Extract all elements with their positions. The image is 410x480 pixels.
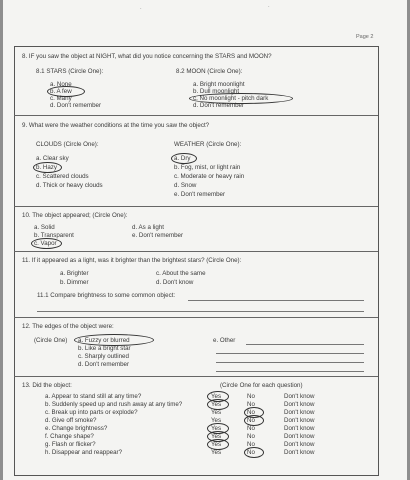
answer-circle bbox=[33, 162, 62, 173]
yes-option[interactable]: Yes bbox=[211, 393, 222, 400]
answer-line[interactable] bbox=[216, 371, 364, 372]
q12-option[interactable]: c. Sharply outlined bbox=[78, 353, 129, 360]
q8-moon-label: 8.2 MOON (Circle One): bbox=[176, 68, 243, 75]
q13-header: (Circle One for each question) bbox=[220, 382, 303, 389]
no-option[interactable]: No bbox=[247, 393, 255, 400]
dont-know-option[interactable]: Don't know bbox=[284, 449, 315, 456]
q10-option[interactable]: c. Vapor bbox=[34, 240, 57, 247]
q9-weather-option[interactable]: b. Fog, mist, or light rain bbox=[174, 164, 241, 171]
answer-circle bbox=[171, 153, 197, 164]
answer-circle bbox=[47, 86, 85, 97]
scan-speck: · bbox=[140, 6, 142, 12]
answer-circle bbox=[207, 399, 229, 410]
no-option[interactable]: No bbox=[247, 433, 255, 440]
scan-speck: · bbox=[268, 4, 270, 10]
q11-option[interactable]: d. Don't know bbox=[156, 279, 194, 286]
no-option[interactable]: No bbox=[247, 401, 255, 408]
q10-option[interactable]: d. As a light bbox=[132, 224, 164, 231]
q12-option[interactable]: d. Don't remember bbox=[78, 361, 130, 368]
dont-know-option[interactable]: Don't know bbox=[284, 433, 315, 440]
q9-weather-option[interactable]: e. Don't remember bbox=[174, 191, 226, 198]
q8-title: 8. IF you saw the object at NIGHT, what did you notice concerning the STARS and MOON? bbox=[22, 53, 272, 60]
section-divider bbox=[14, 206, 378, 207]
answer-line[interactable] bbox=[188, 300, 364, 301]
q13-question: g. Flash or flicker? bbox=[45, 441, 96, 448]
q13-question: h. Disappear and reappear? bbox=[45, 449, 123, 456]
no-option[interactable]: No bbox=[247, 425, 255, 432]
answer-circle bbox=[207, 439, 229, 450]
q9-clouds-option[interactable]: b. Hazy bbox=[36, 164, 57, 171]
section-divider bbox=[14, 376, 378, 377]
q9-clouds-option[interactable]: d. Thick or heavy clouds bbox=[36, 182, 103, 189]
yes-option[interactable]: Yes bbox=[211, 401, 222, 408]
q10-option[interactable]: e. Don't remember bbox=[132, 232, 184, 239]
no-option[interactable]: No bbox=[247, 409, 255, 416]
q10-title: 10. The object appeared; (Circle One): bbox=[22, 212, 128, 219]
yes-option[interactable]: Yes bbox=[211, 425, 222, 432]
no-option[interactable]: No bbox=[247, 417, 255, 424]
dont-know-option[interactable]: Don't know bbox=[284, 393, 315, 400]
answer-line[interactable] bbox=[216, 362, 364, 363]
q11-subquestion: 11.1 Compare brightness to some common object: bbox=[37, 292, 176, 299]
no-option[interactable]: No bbox=[247, 449, 255, 456]
q9-clouds-option[interactable]: c. Scattered clouds bbox=[36, 173, 89, 180]
no-option[interactable]: No bbox=[247, 441, 255, 448]
dont-know-option[interactable]: Don't know bbox=[284, 401, 315, 408]
q9-clouds-label: CLOUDS (Circle One): bbox=[36, 141, 99, 148]
q13-question: c. Break up into parts or explode? bbox=[45, 409, 138, 416]
q11-option[interactable]: c. About the same bbox=[156, 270, 206, 277]
answer-circle bbox=[31, 238, 62, 249]
q12-title: 12. The edges of the object were: bbox=[22, 323, 114, 330]
q13-question: b. Suddenly speed up and rush away at any time? bbox=[45, 401, 183, 408]
q13-title: 13. Did the object: bbox=[22, 382, 72, 389]
q10-option[interactable]: b. Transparent bbox=[34, 232, 74, 239]
q12-prefix: (Circle One) bbox=[34, 337, 68, 344]
q13-question: e. Change brightness? bbox=[45, 425, 108, 432]
q8-stars-label: 8.1 STARS (Circle One): bbox=[36, 68, 104, 75]
q13-question: a. Appear to stand still at any time? bbox=[45, 393, 142, 400]
q11-option[interactable]: a. Brighter bbox=[60, 270, 89, 277]
q8-moon-option[interactable]: a. Bright moonlight bbox=[193, 81, 245, 88]
q9-title: 9. What were the weather conditions at the time you saw the object? bbox=[22, 122, 210, 129]
answer-line[interactable] bbox=[37, 311, 364, 312]
section-divider bbox=[14, 317, 378, 318]
q8-stars-option[interactable]: b. A few bbox=[50, 88, 72, 95]
answer-circle bbox=[244, 447, 264, 458]
q13-question: f. Change shape? bbox=[45, 433, 94, 440]
q8-moon-option[interactable]: b. Dull moonlight bbox=[193, 88, 240, 95]
dont-know-option[interactable]: Don't know bbox=[284, 409, 315, 416]
q12-other-option[interactable]: e. Other bbox=[213, 337, 236, 344]
q12-option[interactable]: b. Like a bright star bbox=[78, 345, 131, 352]
q9-weather-option[interactable]: d. Snow bbox=[174, 182, 197, 189]
answer-circle bbox=[244, 415, 264, 426]
q8-moon-option[interactable]: d. Don't remember bbox=[193, 102, 245, 109]
section-divider bbox=[14, 251, 378, 252]
dont-know-option[interactable]: Don't know bbox=[284, 441, 315, 448]
answer-line[interactable] bbox=[246, 344, 364, 345]
answer-circle bbox=[74, 334, 154, 346]
yes-option[interactable]: Yes bbox=[211, 417, 222, 424]
q13-question: d. Give off smoke? bbox=[45, 417, 97, 424]
yes-option[interactable]: Yes bbox=[211, 441, 222, 448]
dont-know-option[interactable]: Don't know bbox=[284, 417, 315, 424]
q8-moon-option[interactable]: c. No moonlight - pitch dark bbox=[193, 95, 269, 102]
q8-stars-option[interactable]: c. Many bbox=[50, 95, 72, 102]
section-divider bbox=[14, 115, 378, 116]
q11-title: 11. If it appeared as a light, was it brighter than the brightest stars? (Circle One): bbox=[22, 257, 242, 264]
q8-stars-option[interactable]: a. None bbox=[50, 81, 72, 88]
page-number: Page 2 bbox=[356, 34, 374, 40]
q10-option[interactable]: a. Solid bbox=[34, 224, 55, 231]
q12-option[interactable]: a. Fuzzy or blurred bbox=[78, 337, 130, 344]
q9-clouds-option[interactable]: a. Clear sky bbox=[36, 155, 69, 162]
answer-circle bbox=[189, 93, 293, 104]
answer-line[interactable] bbox=[216, 353, 364, 354]
yes-option[interactable]: Yes bbox=[211, 409, 222, 416]
q11-option[interactable]: b. Dimmer bbox=[60, 279, 89, 286]
yes-option[interactable]: Yes bbox=[211, 433, 222, 440]
q9-weather-label: WEATHER (Circle One): bbox=[174, 141, 242, 148]
dont-know-option[interactable]: Don't know bbox=[284, 425, 315, 432]
q9-weather-option[interactable]: a. Dry bbox=[174, 155, 191, 162]
yes-option[interactable]: Yes bbox=[211, 449, 222, 456]
q9-weather-option[interactable]: c. Moderate or heavy rain bbox=[174, 173, 245, 180]
q8-stars-option[interactable]: d. Don't remember bbox=[50, 102, 102, 109]
